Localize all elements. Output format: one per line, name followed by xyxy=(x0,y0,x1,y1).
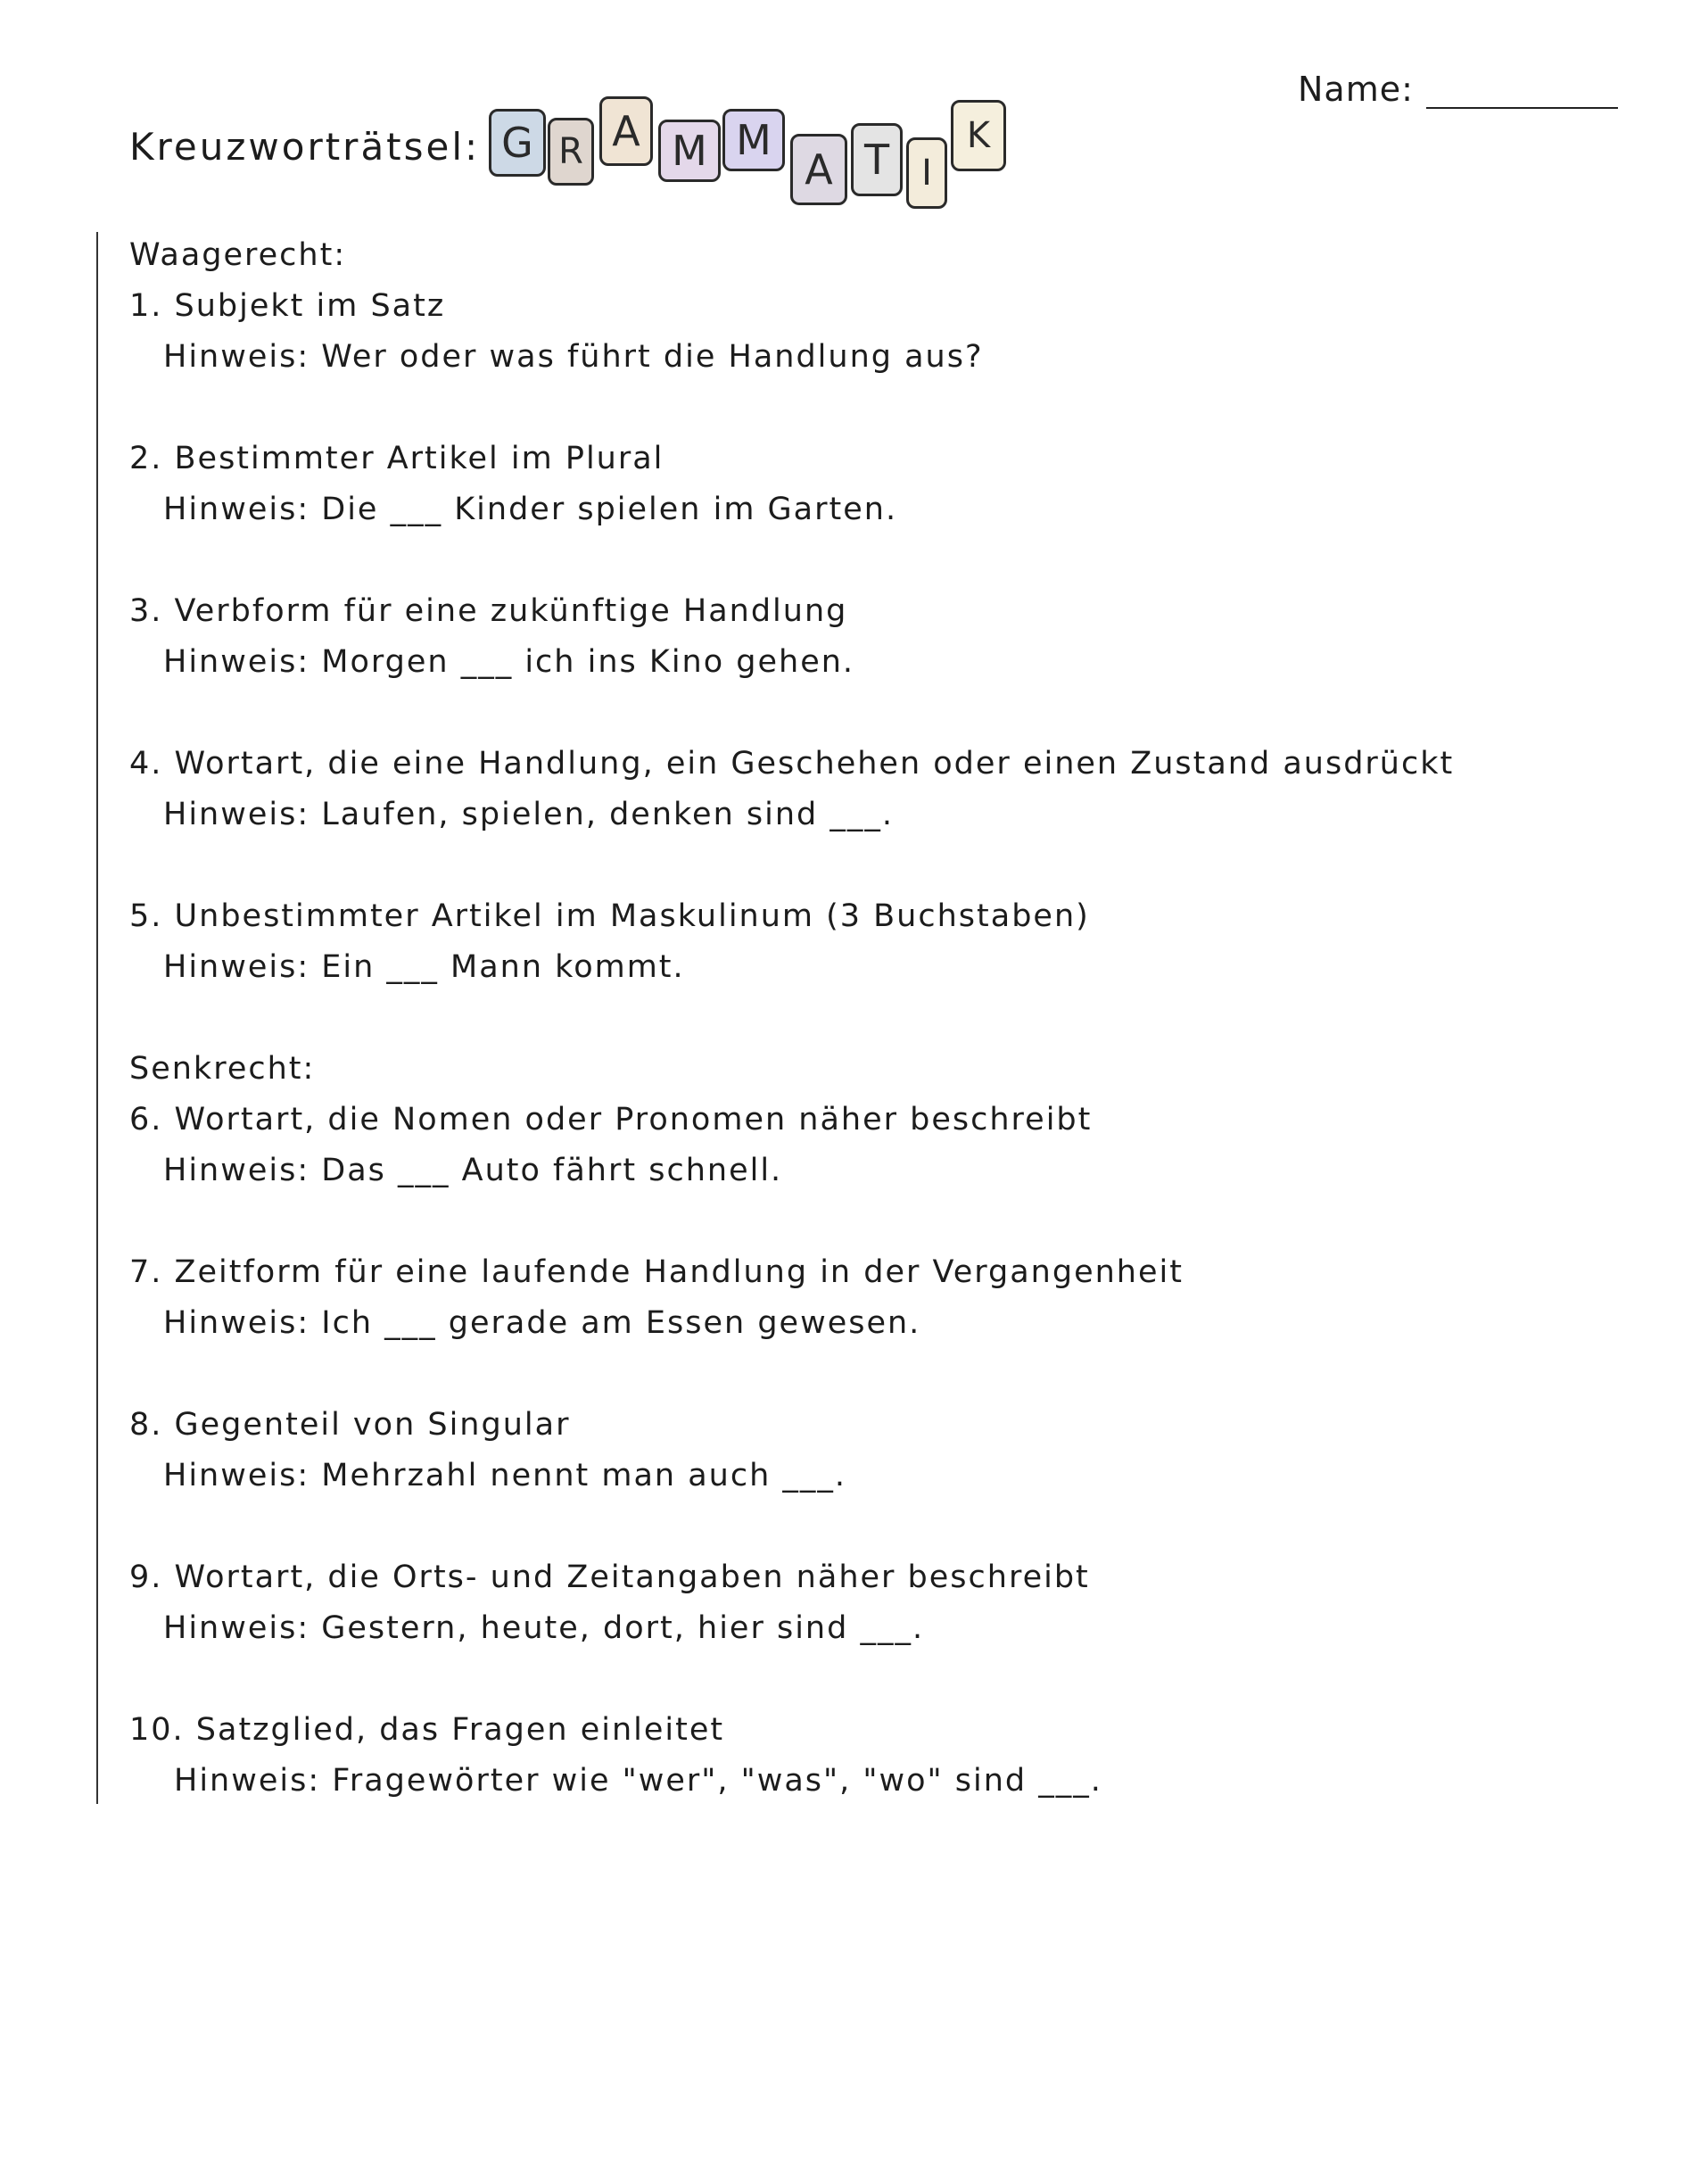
clue-6 xyxy=(129,1095,1601,1196)
letter-tile-r-letter: R xyxy=(558,131,583,172)
clue-10 xyxy=(129,1705,1601,1807)
clue-2-title: 2. Bestimmter Artikel im Plural xyxy=(129,441,664,476)
clue-10-title: 10. Satzglied, das Fragen einleitet xyxy=(129,1712,725,1748)
clue-6-hint: Hinweis: Das ___ Auto fährt schnell. xyxy=(163,1153,783,1188)
letter-tile-i xyxy=(906,137,947,209)
letter-tile-m2-letter: M xyxy=(736,116,772,164)
name-field-row xyxy=(1298,70,1618,109)
clue-9-hint: Hinweis: Gestern, heute, dort, hier sind ___. xyxy=(163,1610,925,1646)
clue-3-title: 3. Verbform für eine zukünftige Handlung xyxy=(129,593,848,629)
clue-5 xyxy=(129,891,1601,993)
name-label: Name: xyxy=(1298,70,1414,109)
letter-tile-m1 xyxy=(658,120,721,182)
letter-tile-k-letter: K xyxy=(966,115,991,156)
clue-1 xyxy=(129,281,1601,383)
clue-7-hint: Hinweis: Ich ___ gerade am Essen gewesen. xyxy=(163,1305,921,1341)
letter-tile-g-letter: G xyxy=(501,119,533,167)
clue-1-title: 1. Subjekt im Satz xyxy=(129,288,446,324)
margin-rule xyxy=(96,232,98,1804)
clue-3-hint: Hinweis: Morgen ___ ich ins Kino gehen. xyxy=(163,644,855,680)
clue-5-title: 5. Unbestimmter Artikel im Maskulinum (3 Buchstaben) xyxy=(129,898,1090,934)
clue-10-hint: Hinweis: Fragewörter wie "wer", "was", "wo" sind ___. xyxy=(174,1763,1102,1799)
letter-tile-m1-letter: M xyxy=(672,127,707,175)
clue-9-title: 9. Wortart, die Orts- und Zeitangaben näher beschreibt xyxy=(129,1559,1090,1595)
title-letter-tiles xyxy=(489,89,1095,214)
letter-tile-t xyxy=(851,123,903,196)
letter-tile-a2 xyxy=(790,134,847,205)
letter-tile-t-letter: T xyxy=(863,136,890,184)
letter-tile-g xyxy=(489,109,546,177)
letter-tile-m2 xyxy=(722,109,785,171)
name-blank-line[interactable] xyxy=(1426,71,1618,109)
clue-9 xyxy=(129,1552,1601,1654)
clue-4-hint: Hinweis: Laufen, spielen, denken sind ___. xyxy=(163,797,894,832)
clue-3 xyxy=(129,586,1601,688)
clue-list xyxy=(129,230,1601,1807)
letter-tile-i-letter: I xyxy=(921,153,932,194)
letter-tile-r xyxy=(548,118,594,186)
letter-tile-a2-letter: A xyxy=(805,145,833,194)
clue-2-hint: Hinweis: Die ___ Kinder spielen im Garten. xyxy=(163,492,898,527)
clue-4-title: 4. Wortart, die eine Handlung, ein Geschehen oder einen Zustand ausdrückt xyxy=(129,746,1455,782)
page-title: Kreuzworträtsel: xyxy=(129,125,481,169)
clue-7 xyxy=(129,1247,1601,1349)
letter-tile-a-letter: A xyxy=(612,107,640,155)
clue-1-hint: Hinweis: Wer oder was führt die Handlung aus? xyxy=(163,339,984,375)
clue-8-title: 8. Gegenteil von Singular xyxy=(129,1407,571,1443)
clue-7-title: 7. Zeitform für eine laufende Handlung in der Vergangenheit xyxy=(129,1254,1184,1290)
clue-6-title: 6. Wortart, die Nomen oder Pronomen näher beschreibt xyxy=(129,1102,1093,1138)
clue-8-hint: Hinweis: Mehrzahl nennt man auch ___. xyxy=(163,1458,847,1493)
clue-4 xyxy=(129,739,1601,840)
letter-tile-k xyxy=(951,100,1006,171)
across-heading: Waagerecht: xyxy=(129,237,347,273)
clue-2 xyxy=(129,434,1601,535)
letter-tile-a xyxy=(599,96,653,166)
clue-5-hint: Hinweis: Ein ___ Mann kommt. xyxy=(163,949,685,985)
clue-8 xyxy=(129,1400,1601,1502)
down-heading: Senkrecht: xyxy=(129,1051,316,1087)
